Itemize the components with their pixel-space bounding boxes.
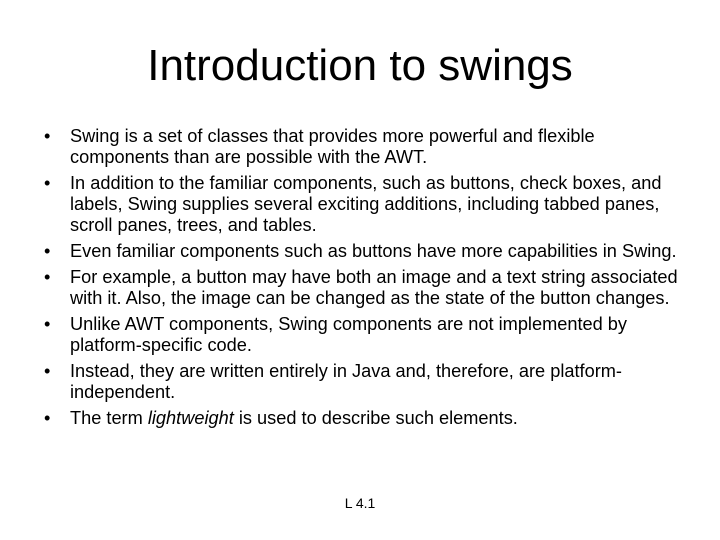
- bullet-item-5: [44, 314, 684, 356]
- bullet-text: Even familiar components such as buttons have more capabilities in Swing.: [70, 241, 677, 261]
- bullet-text: Instead, they are written entirely in Java and, therefore, are platform-independent.: [70, 361, 622, 402]
- slide-title: Introduction to swings: [147, 41, 573, 90]
- slide-number: L 4.1: [344, 495, 376, 511]
- bullet-text-suffix: is used to describe such elements.: [233, 408, 518, 428]
- bullet-item-7: [44, 408, 684, 429]
- bullet-text: In addition to the familiar components, such as buttons, check boxes, and labels, Swing supplies several exciting additions, including tabbed panes, scroll panes, trees, and tables.: [70, 173, 662, 235]
- bullet-icon: •: [44, 408, 51, 428]
- bullet-text: Swing is a set of classes that provides more powerful and flexible components than are possible with the AWT.: [70, 126, 595, 167]
- bullet-icon: •: [44, 314, 51, 334]
- bullet-item-2: [44, 173, 684, 236]
- bullet-text: Unlike AWT components, Swing components are not implemented by platform-specific code.: [70, 314, 628, 355]
- bullet-item-1: [44, 126, 684, 168]
- emphasized-term: lightweight: [147, 408, 234, 428]
- bullet-item-3: [44, 241, 684, 262]
- bullet-icon: •: [44, 173, 51, 193]
- bullet-item-6: [44, 361, 684, 403]
- bullet-icon: •: [44, 267, 51, 287]
- bullet-icon: •: [44, 361, 51, 381]
- bullet-text: For example, a button may have both an image and a text string associated with it. Also, the image can be changed as the state of the button changes.: [70, 267, 678, 308]
- bullet-list: [44, 126, 684, 434]
- bullet-item-4: [44, 267, 684, 309]
- bullet-icon: •: [44, 241, 51, 261]
- bullet-icon: •: [44, 126, 51, 146]
- bullet-text-prefix: The term: [70, 408, 148, 428]
